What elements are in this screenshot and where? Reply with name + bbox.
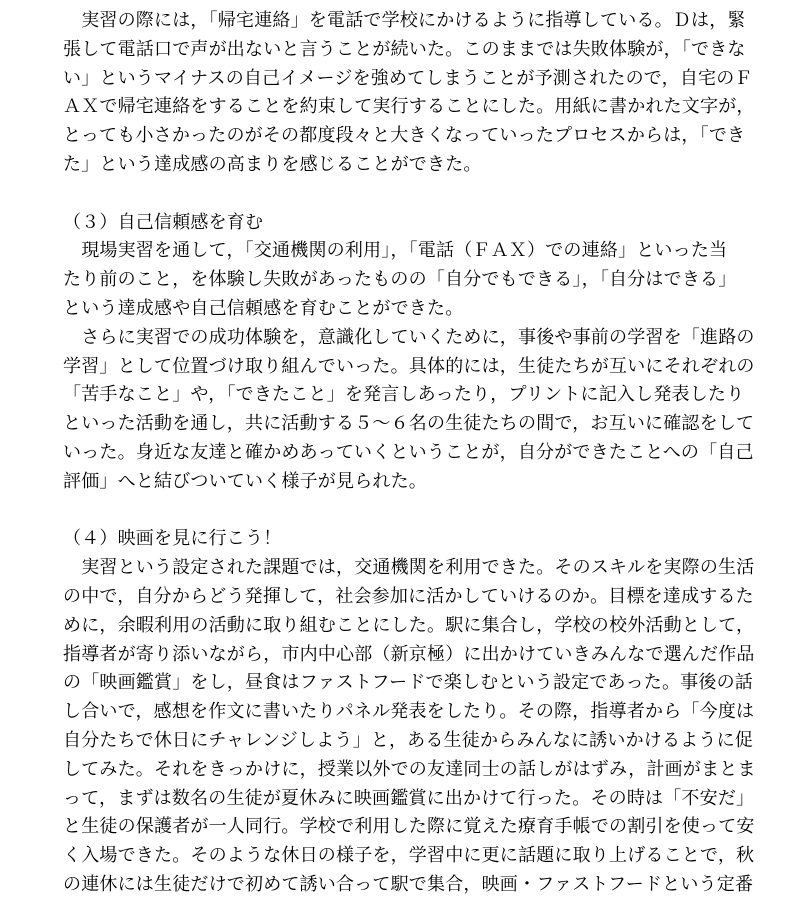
text-line: してみた。それをきっかけに，授業以外での友達同士の話しがはずみ，計画がまとま <box>63 758 756 779</box>
document-content <box>63 6 763 899</box>
text-line: 学習」として位置づけ取り組んでいった。具体的には，生徒たちが互いにそれぞれの <box>63 355 755 376</box>
text-line: 実習の際には，「帰宅連絡」を電話で学校にかけるように指導している。Ｄは，緊 <box>63 10 746 30</box>
text-line: 自分たちで休日にチャレンジしよう」と，ある生徒からみんなに誘いかけるように促 <box>63 729 753 750</box>
blank-line <box>63 496 763 525</box>
text-line: 「苦手なこと」や，「できたこと」を発言しあったり，プリントに記入し発表したり <box>63 384 745 405</box>
text-line: の中で，自分からどう発揮して，社会参加に活かしていけるのか。目標を達成するた <box>63 585 754 606</box>
text-line: い」というマイナスの自己イメージを強めてしまうことが予測されたので，自宅のＦ <box>63 67 753 88</box>
text-line: の連休には生徒だけで初めて誘い合って駅で集合，映画・ファストフードという定番 <box>63 873 754 894</box>
text-line: 実習という設定された課題では，交通機関を利用できた。そのスキルを実際の生活 <box>63 557 755 578</box>
text-line: と生徒の保護者が一人同行。学校で利用した際に覚えた療育手帳での割引を使って安 <box>63 816 755 837</box>
text-line: 指導者が寄り添いながら，市内中心部（新京極）に出かけていきみんなで選んだ作品 <box>63 643 755 664</box>
text-line: ＡＸで帰宅連絡をすることを約束して実行することにした。用紙に書かれた文字が， <box>63 96 755 117</box>
text-line: さらに実習での成功体験を，意識化していくために，事後や事前の学習を「進路の <box>63 326 755 347</box>
text-line: の「映画鑑賞」をし，昼食はファストフードで楽しむという設定であった。事後の話 <box>63 672 753 693</box>
text-line: といった活動を通し，共に活動する５～６名の生徒たちの間で，お互いに確認をして <box>63 413 755 434</box>
text-line: という達成感や自己信頼感を育むことができた。 <box>63 297 464 318</box>
text-line: とっても小さかったのがその都度段々と大きくなっていったプロセスからは，「でき <box>63 125 746 146</box>
text-line: し合いで，感想を作文に書いたりパネル発表をしたり。その際，指導者から「今度は <box>63 701 755 722</box>
text-line: く入場できた。そのような休日の様子を，学習中に更に話題に取り上げることで，秋 <box>63 845 755 866</box>
text-line: たり前のこと，を体験し失敗があったものの「自分でもできる」，「自分はできる」 <box>63 269 737 290</box>
text-line: た」という達成感の高まりを感じることができた。 <box>63 153 482 174</box>
text-line: 張して電話口で声が出ないと言うことが続いた。このままでは失敗体験が，「できな <box>63 38 746 59</box>
text-line: いった。身近な友達と確かめあっていくということが，自分ができたことへの「自己 <box>63 441 754 462</box>
section-heading: （４）映画を見に行こう！ <box>63 528 282 549</box>
text-line: って，まずは数名の生徒が夏休みに映画鑑賞に出かけて行った。その時は「不安だ」 <box>63 787 755 808</box>
text-line: めに，余暇利用の活動に取り組むことにした。駅に集合し，学校の校外活動として， <box>63 614 755 635</box>
blank-line <box>63 179 763 208</box>
section-heading: （３）自己信頼感を育む <box>63 211 264 232</box>
text-line: 現場実習を通して，「交通機関の利用」，「電話（ＦＡＸ）での連絡」といった当 <box>63 240 728 261</box>
text-line: 評価」へと結びついていく様子が見られた。 <box>63 470 427 491</box>
